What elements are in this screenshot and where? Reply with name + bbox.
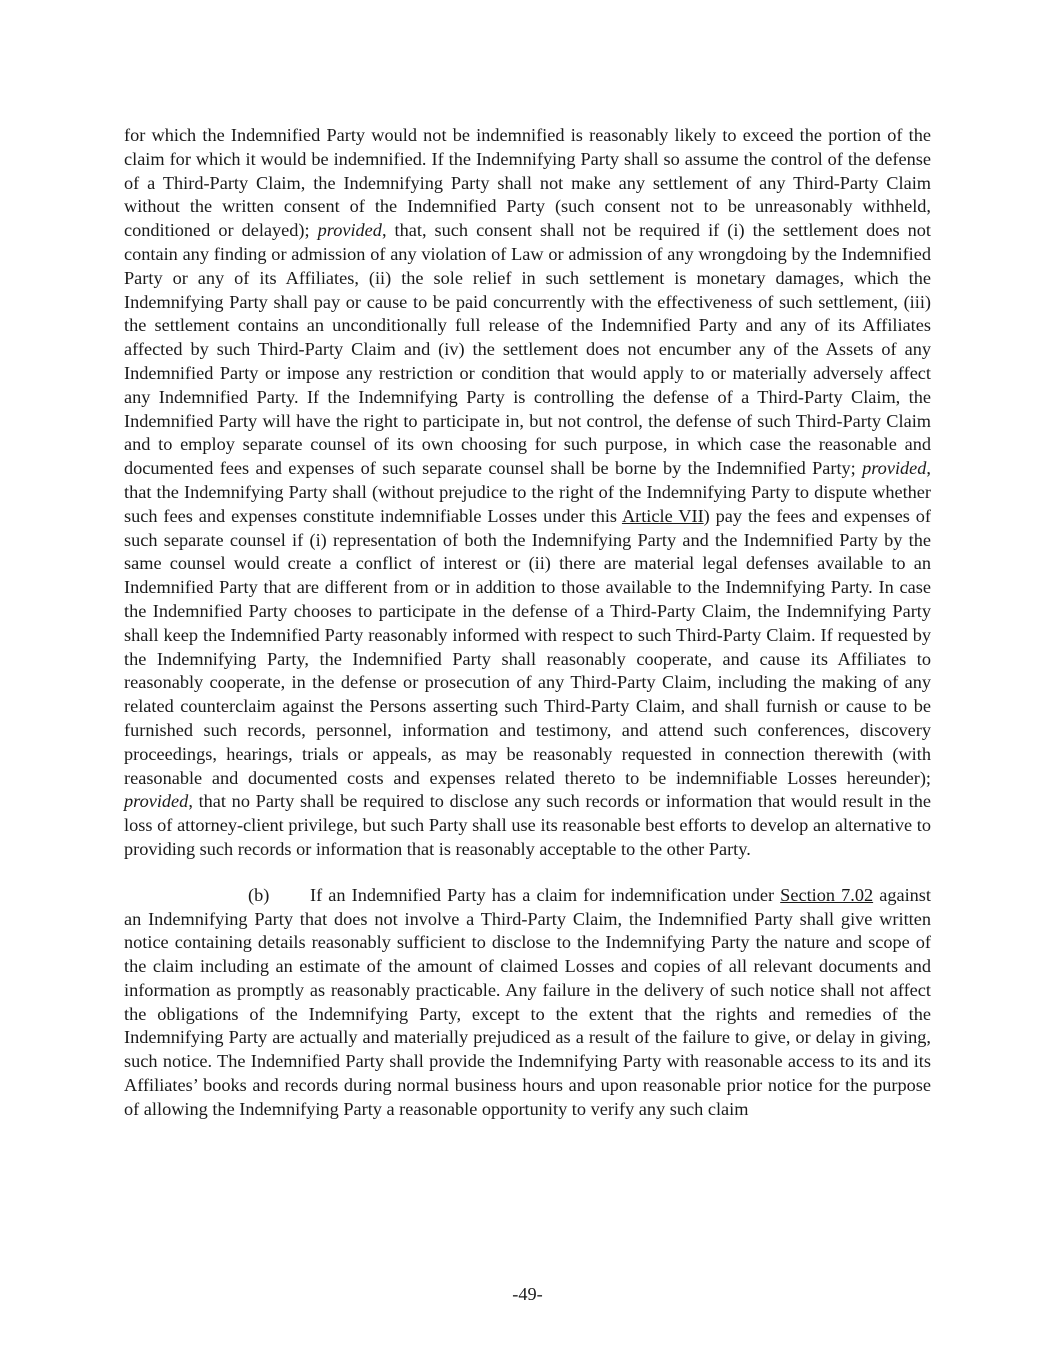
document-page [124,124,931,1122]
text-segment: for which the Indemnified Party would not be indemnified is reasonably likely to exceed the portion of the claim for which it would be indemnified. If the Indemnifying Party shall so assume the control of the defense of a Third-Party Claim, the Indemnifying Party shall not make any settlement of any Third-Party Claim without the written consent of the Indemnified Party (such consent not to be unreasonably withheld, conditioned or delayed); [124,125,931,241]
text-segment: , that, such consent shall not be required if (i) the settlement does not contain any finding or admission of any violation of Law or admission of any wrongdoing by the Indemnified Party or any of its Affiliates, (ii) the sole relief in such settlement is monetary damages, which the Indemnifying Party shall pay or cause to be paid concurrently with the effectiveness of such settlement, (iii) the settlement contains an unconditionally full release of the Indemnified Party and any of its Affiliates affected by such Third-Party Claim and (iv) the settlement does not encumber any of the Assets of any Indemnified Party or impose any restriction or condition that would apply to or materially adversely affect any Indemnified Party. If the Indemnifying Party is controlling the defense of a Third-Party Claim, the Indemnified Party will have the right to participate in, but not control, the defense of such Third-Party Claim and to employ separate counsel of its own choosing for such purpose, in which case the reasonable and documented fees and expenses of such separate counsel shall be borne by the Indemnified Party; [124,220,931,479]
paragraph-label: (b) [248,884,270,905]
section-7-02-reference: Section 7.02 [780,884,874,905]
page-number: -49- [512,1284,543,1304]
text-segment: against an Indemnifying Party that does not involve a Third-Party Claim, the Indemnified Party shall give written notice containing details reasonably sufficient to disclose to the Indemnifying Party the nature and scope of the claim including an estimate of the amount of claimed Losses and copies of all relevant documents and information as promptly as reasonably practicable. Any failure in the delivery of such notice shall not affect the obligations of the Indemnifying Party, except to the extent that the rights and remedies of the Indemnifying Party are actually and materially prejudiced as a result of the failure to give, or delay in giving, such notice. The Indemnified Party shall provide the Indemnifying Party with reasonable access to its and its Affiliates’ books and records during normal business hours and upon reasonable prior notice for the purpose of allowing the Indemnifying Party a reasonable opportunity to verify any such claim [124,884,931,1119]
text-segment: If an Indemnified Party has a claim for indemnification under [310,884,781,905]
text-segment: , that no Party shall be required to disclose any such records or information that would result in the loss of attorney-client privilege, but such Party shall use its reasonable best efforts to develop an alternative to providing such records or information that is reasonably acceptable to the other Party. [124,791,931,859]
paragraph-b [124,884,931,1122]
article-vii-reference: Article VII [621,505,704,526]
paragraph-a-continuation [124,124,931,862]
italic-provided: provided [124,791,189,812]
text-segment: , that the Indemnifying Party shall (without prejudice to the right of the Indemnifying Party to dispute whether such fees and expenses constitute indemnifiable Losses under this [124,458,931,526]
text-segment: ) pay the fees and expenses of such separate counsel if (i) representation of both the Indemnifying Party and the Indemnified Party by the same counsel would create a conflict of interest or (ii) there are material legal defenses available to an Indemnified Party that are different from or in addition to those available to the Indemnifying Party. In case the Indemnified Party chooses to participate in the defense of a Third-Party Claim, the Indemnifying Party shall keep the Indemnified Party reasonably informed with respect to such Third-Party Claim. If requested by the Indemnifying Party, the Indemnified Party shall reasonably cooperate, and cause its Affiliates to reasonably cooperate, in the defense or prosecution of any Third-Party Claim, including the making of any related counterclaim against the Persons asserting such Third-Party Claim, and shall furnish or cause to be furnished such records, personnel, information and testimony, and attend such conferences, discovery proceedings, hearings, trials or appeals, as may be reasonably requested in connection therewith (with reasonable and documented costs and expenses related thereto to be indemnifiable Losses hereunder); [124,505,931,788]
italic-provided: provided [862,458,927,479]
italic-provided: provided [317,220,382,241]
